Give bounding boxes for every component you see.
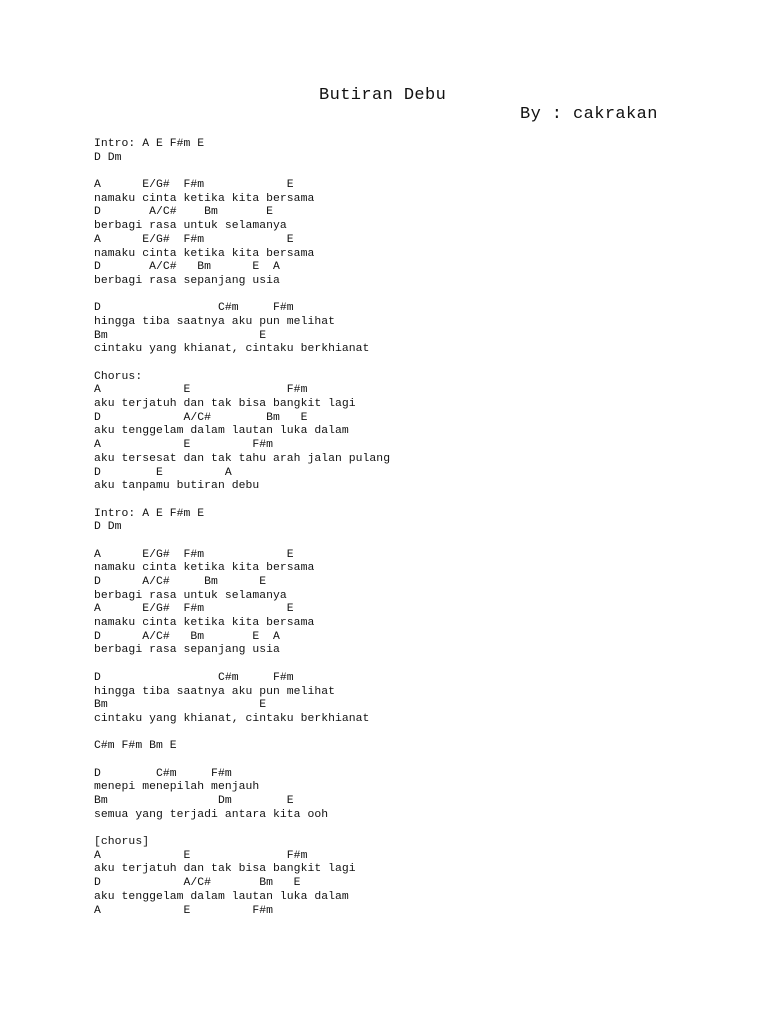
lyric-line: aku terjatuh dan tak bisa bangkit lagi bbox=[94, 398, 356, 411]
blank-line bbox=[94, 535, 390, 549]
lyric-line: namaku cinta ketika kita bersama bbox=[94, 247, 315, 260]
chord-line: A E F#m bbox=[94, 384, 308, 397]
section-label: Chorus: bbox=[94, 370, 143, 383]
chord-line: A E/G# F#m E bbox=[94, 179, 294, 192]
chord-line: D Dm bbox=[94, 151, 122, 164]
chord-line: A E F#m bbox=[94, 904, 274, 917]
chord-line: D C#m F#m bbox=[94, 767, 232, 780]
blank-line bbox=[94, 754, 390, 768]
chord-line: Bm E bbox=[94, 329, 267, 342]
lyric-line: aku terjatuh dan tak bisa bangkit lagi bbox=[94, 863, 356, 876]
lyric-line: hingga tiba saatnya aku pun melihat bbox=[94, 685, 335, 698]
blank-line bbox=[94, 658, 390, 672]
lyric-line: berbagi rasa untuk selamanya bbox=[94, 589, 287, 602]
lyric-line: berbagi rasa sepanjang usia bbox=[94, 644, 280, 657]
lyric-line: cintaku yang khianat, cintaku berkhianat bbox=[94, 343, 370, 356]
chord-line: D A/C# Bm E A bbox=[94, 630, 280, 643]
chord-line: D Dm bbox=[94, 521, 122, 534]
chord-line: A E F#m bbox=[94, 439, 274, 452]
section-label: Intro: A E F#m E bbox=[94, 138, 205, 150]
chord-line: D A/C# Bm E bbox=[94, 206, 274, 219]
chord-line: D C#m F#m bbox=[94, 302, 294, 315]
blank-line bbox=[94, 727, 390, 741]
song-title: Butiran Debu bbox=[319, 86, 447, 105]
lyric-line: aku tenggelam dalam lautan luka dalam bbox=[94, 890, 349, 903]
lyric-line: aku tenggelam dalam lautan luka dalam bbox=[94, 425, 349, 438]
chord-line: A E/G# F#m E bbox=[94, 603, 294, 616]
lyric-line: aku tanpamu butiran debu bbox=[94, 480, 260, 493]
lyric-line: berbagi rasa untuk selamanya bbox=[94, 220, 287, 233]
lyric-line: namaku cinta ketika kita bersama bbox=[94, 562, 315, 575]
chord-line: D A/C# Bm E bbox=[94, 877, 301, 890]
chord-line: A E/G# F#m E bbox=[94, 548, 294, 561]
lyric-line: namaku cinta ketika kita bersama bbox=[94, 192, 315, 205]
chord-line: C#m F#m Bm E bbox=[94, 740, 177, 753]
chord-line: D E A bbox=[94, 466, 232, 479]
chord-sheet bbox=[94, 138, 390, 918]
lyric-line: berbagi rasa sepanjang usia bbox=[94, 274, 280, 287]
blank-line bbox=[94, 357, 390, 371]
chord-line: D C#m F#m bbox=[94, 671, 294, 684]
section-label: Intro: A E F#m E bbox=[94, 507, 205, 520]
lyric-line: namaku cinta ketika kita bersama bbox=[94, 617, 315, 630]
lyric-line: cintaku yang khianat, cintaku berkhianat bbox=[94, 712, 370, 725]
lyric-line: semua yang terjadi antara kita ooh bbox=[94, 808, 329, 821]
blank-line bbox=[94, 494, 390, 508]
lyric-line: menepi menepilah menjauh bbox=[94, 781, 260, 794]
blank-line bbox=[94, 289, 390, 303]
song-author: By : cakrakan bbox=[520, 105, 658, 124]
chord-line: D A/C# Bm E A bbox=[94, 261, 280, 274]
chord-line: Bm Dm E bbox=[94, 795, 294, 807]
blank-line bbox=[94, 165, 390, 179]
chord-line: A E/G# F#m E bbox=[94, 233, 294, 246]
blank-line bbox=[94, 822, 390, 836]
chord-line: Bm E bbox=[94, 699, 267, 712]
lyric-line: aku tersesat dan tak tahu arah jalan pulang bbox=[94, 452, 391, 465]
chord-line: D A/C# Bm E bbox=[94, 576, 267, 588]
chord-line: D A/C# Bm E bbox=[94, 411, 308, 424]
chord-line: A E F#m bbox=[94, 849, 308, 862]
lyric-line: hingga tiba saatnya aku pun melihat bbox=[94, 315, 335, 328]
section-label: [chorus] bbox=[94, 836, 150, 849]
